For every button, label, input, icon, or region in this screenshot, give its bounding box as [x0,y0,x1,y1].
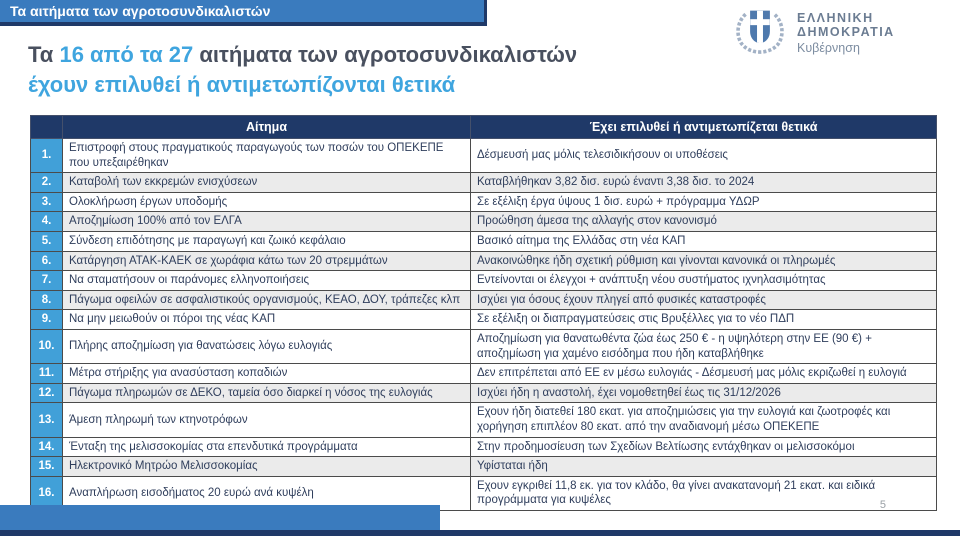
table-row [31,173,937,193]
row-number: 5. [31,231,63,251]
table-row [31,383,937,403]
government-subtitle: Κυβέρνηση [797,40,860,55]
row-number: 8. [31,290,63,310]
row-number: 12. [31,383,63,403]
status-cell: Εχουν εγκριθεί 11,8 εκ. για τον κλάδο, θα γίνει ανακατανομή 21 εκατ. και ειδικά προγράμματα για κυψέλες [471,476,937,510]
request-cell: Να μην μειωθούν οι πόροι της νέας ΚΑΠ [63,310,471,330]
title-highlight: 16 από τα 27 [59,42,194,67]
row-number: 15. [31,457,63,477]
request-cell: Μέτρα στήριξης για ανασύσταση κοπαδιών [63,364,471,384]
request-cell: Σύνδεση επιδότησης με παραγωγή και ζωικό κεφάλαιο [63,231,471,251]
status-cell: Στην προδημοσίευση των Σχεδίων Βελτίωσης εντάχθηκαν οι μελισσοκόμοι [471,437,937,457]
footer-accent-bar [0,505,440,530]
table-row [31,310,937,330]
table-row [31,403,937,437]
status-cell: Εντείνονται οι έλεγχοι + ανάπτυξη νέου συστήματος ιχνηλασιμότητας [471,271,937,291]
title-line1: Τα 16 από τα 27 αιτήματα των αγροτοσυνδικαλιστών [28,42,578,67]
status-cell: Δεν επιτρέπεται από ΕΕ εν μέσω ευλογιάς - Δέσμευσή μας μόλις εκριζωθεί η ευλογιά [471,364,937,384]
row-number: 11. [31,364,63,384]
row-number: 9. [31,310,63,330]
table-row [31,457,937,477]
status-column-header: Έχει επιλυθεί ή αντιμετωπίζεται θετικά [471,116,937,139]
status-cell: Ισχύει ήδη η αναστολή, έχει νομοθετηθεί έως τις 31/12/2026 [471,383,937,403]
banner-label: Τα αιτήματα των αγροτοσυνδικαλιστών [10,3,271,19]
request-cell: Πάγωμα πληρωμών σε ΔΕΚΟ, ταμεία όσο διαρκεί η νόσος της ευλογιάς [63,383,471,403]
table-row [31,212,937,232]
status-cell: Σε εξέλιξη έργα ύψους 1 δισ. ευρώ + πρόγραμμα ΥΔΩΡ [471,192,937,212]
hellenic-republic-emblem-icon [733,6,787,59]
table-header-row [31,116,937,139]
table-row [31,231,937,251]
status-cell: Σε εξέλιξη οι διαπραγματεύσεις στις Βρυξέλλες για το νέο ΠΔΠ [471,310,937,330]
government-logo [733,6,960,59]
slide-header-banner [0,0,487,26]
request-cell: Κατάργηση ΑΤΑΚ-ΚΑΕΚ σε χωράφια κάτω των 20 στρεμμάτων [63,251,471,271]
request-cell: Ένταξη της μελισσοκομίας στα επενδυτικά προγράμματα [63,437,471,457]
government-logo-text [797,11,960,55]
row-number: 10. [31,329,63,363]
request-cell: Πλήρης αποζημίωση για θανατώσεις λόγω ευλογιάς [63,329,471,363]
page-number: 5 [879,499,886,511]
table-row [31,437,937,457]
table-row [31,290,937,310]
request-cell: Επιστροφή στους πραγματικούς παραγωγούς των ποσών του ΟΠΕΚΕΠΕ που υπεξαιρέθηκαν [63,139,471,173]
status-cell: Αποζημίωση για θανατωθέντα ζώα έως 250 € - η υψηλότερη στην ΕΕ (90 €) + αποζημίωση για χαμένο εισόδημα που ήδη καταβλήθηκε [471,329,937,363]
request-cell: Αναπλήρωση εισοδήματος 20 ευρώ ανά κυψέλη [63,476,471,510]
page-title [28,40,577,101]
table-row [31,192,937,212]
row-number: 4. [31,212,63,232]
row-number: 13. [31,403,63,437]
row-number: 6. [31,251,63,271]
request-cell: Πάγωμα οφειλών σε ασφαλιστικούς οργανισμούς, ΚΕΑΟ, ΔΟΥ, τράπεζες κλπ [63,290,471,310]
footer-navy-strip [0,530,960,536]
row-number: 16. [31,476,63,510]
request-cell: Άμεση πληρωμή των κτηνοτρόφων [63,403,471,437]
request-cell: Ολοκλήρωση έργων υποδομής [63,192,471,212]
table-row [31,251,937,271]
request-cell: Να σταματήσουν οι παράνομες ελληνοποιήσεις [63,271,471,291]
row-number: 14. [31,437,63,457]
table-row [31,329,937,363]
row-number: 1. [31,139,63,173]
status-cell: Υφίσταται ήδη [471,457,937,477]
status-cell: Προώθηση άμεσα της αλλαγής στον κανονισμό [471,212,937,232]
request-cell: Αποζημίωση 100% από τον ΕΛΓΑ [63,212,471,232]
status-cell: Βασικό αίτημα της Ελλάδας στη νέα ΚΑΠ [471,231,937,251]
government-name: ΕΛΛΗΝΙΚΗ ΔΗΜΟΚΡΑΤΙΑ [797,10,895,39]
title-line2: έχουν επιλυθεί ή αντιμετωπίζονται θετικά [28,72,456,98]
request-cell: Ηλεκτρονικό Μητρώο Μελισσοκομίας [63,457,471,477]
table-row [31,364,937,384]
status-cell: Εχουν ήδη διατεθεί 180 εκατ. για αποζημιώσεις για την ευλογιά και ζωοτροφές και χορήγηση επιπλέον 80 εκατ. από την αναδιανομή μέσω ΟΠΕΚΕΠΕ [471,403,937,437]
table-row [31,271,937,291]
row-number: 7. [31,271,63,291]
request-cell: Καταβολή των εκκρεμών ενισχύσεων [63,173,471,193]
status-cell: Ανακοινώθηκε ήδη σχετική ρύθμιση και γίνονται κανονικά οι πληρωμές [471,251,937,271]
status-cell: Δέσμευσή μας μόλις τελεσιδικήσουν οι υποθέσεις [471,139,937,173]
number-column-header [31,116,63,139]
row-number: 3. [31,192,63,212]
status-cell: Ισχύει για όσους έχουν πληγεί από φυσικές καταστροφές [471,290,937,310]
status-cell: Καταβλήθηκαν 3,82 δισ. ευρώ έναντι 3,38 δισ. το 2024 [471,173,937,193]
row-number: 2. [31,173,63,193]
table-row [31,139,937,173]
demands-table [30,115,937,511]
request-column-header: Αίτημα [63,116,471,139]
